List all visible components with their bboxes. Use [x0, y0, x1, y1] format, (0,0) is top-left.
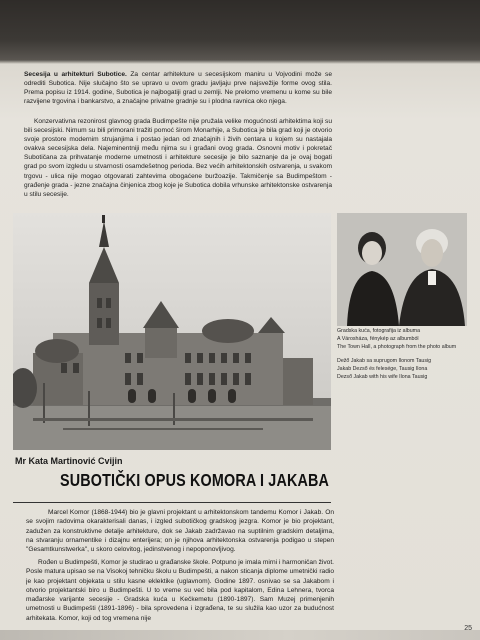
- intro-paragraph-1-text: Za centar arhitekture u secesijskom maniru u Vojvodini može se odrediti Subotica. Nije slučajno što se upravo u ovom gradu javljaju prve najsvežije forme ovog stila. Prema popisu iz 1914. godine, Subotica je najbogatiji grad u zemlji. Ne prelomo vremenu u kome su bile razvijene trgovina i bankarstvo, a značajne privatne gradnje su i plodna ravnica oko njega.: [24, 71, 332, 106]
- intro-paragraph-1: [24, 70, 332, 106]
- caption-line: Dežő Jakab sa suprugom Ilonom Tausig: [337, 358, 432, 364]
- article-paragraph-2: Rođen u Budimpešti, Komor je studirao u građanske škole. Potpuno je imala mirni i harmoničan život. Posle matura upisao se na Visokoj tehničku školu u Budimpešti, a nakon sticanja diplome umetnički radio je kao projektant objekata u stilu kasne eklektike (uglavnom). Godine 1897. osnivao se sa Jakabom i otvorio projektantski biro u Budimpešti. U to vreme su već bila pod kapitalom, Edina Lehnera, tvorca mađarske varijante secesije - Gradska kuća u Kečkemetu (1890-1897). Sam Muzej primenjenih umetnosti u Budimpešti (1891-1896) - bila sprovedena i izgrađena, te su služila kao uzor za budućnost arhitekata. Komor, koji od tog vremena nije: [26, 559, 334, 622]
- caption-line: The Town Hall, a photograph from the photo album: [337, 344, 457, 350]
- caption-line: Jakab Dezső és felesége, Tausig Ilona: [337, 366, 428, 372]
- article-title: SUBOTIČKI OPUS KOMORA I JAKABA: [60, 470, 330, 490]
- article-author: Mr Kata Martinović Cvijin: [15, 456, 123, 466]
- title-divider: [13, 502, 331, 503]
- caption-line: A Városháza, fénykép az albumból: [337, 336, 419, 342]
- page-top-shadow: [0, 0, 480, 64]
- portrait-photo: [337, 213, 467, 326]
- page-number: 25: [464, 625, 472, 632]
- intro-paragraph-2: Konzervativna rezonirost glavnog grada Budimpešte nije pružala velike mogućnosti arhitektima koji su bili secesijski. Nimum su bili primorani tražiti pomoć širom Monarhije, a Subotica je bila grad koji je otvorio svoje prostore modernim strujanjima i postao jedan od značajnih i živih centara u kojem su nastajala ovakva secesijska dela. Najeminentniji među njima su i građani ovog grada. Osnovni motiv i pokretač Subotičana za prihvatanje moderne umetnosti i arhitekture secesije je bilo saznanje da je ovaj bogati grad po svom izgledu u stvarnosti osamdešetnog perioda. Bez većih arhitektonskih ostvarenja, u svakom trgovu - ulica nije mogao otgovarati zahtevima obogaćene buržoazije. Takmičenje sa Budimpeštom - građenje grada - jezne značajna činjenica zbog koje je Subotica dobila vrhunske arhitektonske ostvarenja u stilu secesije.: [24, 118, 332, 198]
- article-paragraph-1: Marcel Komor (1868-1944) bio je glavni projektant u arhitektonskom tandemu Komor i Jakab. On se svojim radovima okarakterisali danas, i izgled subotičkog gradskog jezgra. Komor je bio projektant, zadužen za konstruktivne detalje arhitekture, dok se Jakab zadržavao na suptilnim gradskim detaljima, na stvaranju ornamentike i dizajnu enterijera; on je njihova arhitektonska ostvarenja podigao u stepen "Gesamtkunstwerka", u skoro celovitog, jedinstvenog i nepoponovljivog.: [26, 509, 334, 554]
- page-bottom-edge: [0, 630, 480, 640]
- caption-line: Dezső Jakab with his wife Ilona Tausig: [337, 374, 428, 380]
- town-hall-photo: [13, 213, 331, 450]
- caption-line: Gradska kuća, fotografija iz albuma: [337, 328, 421, 334]
- section-heading: Secesija u arhitekturi Subotice.: [24, 71, 127, 78]
